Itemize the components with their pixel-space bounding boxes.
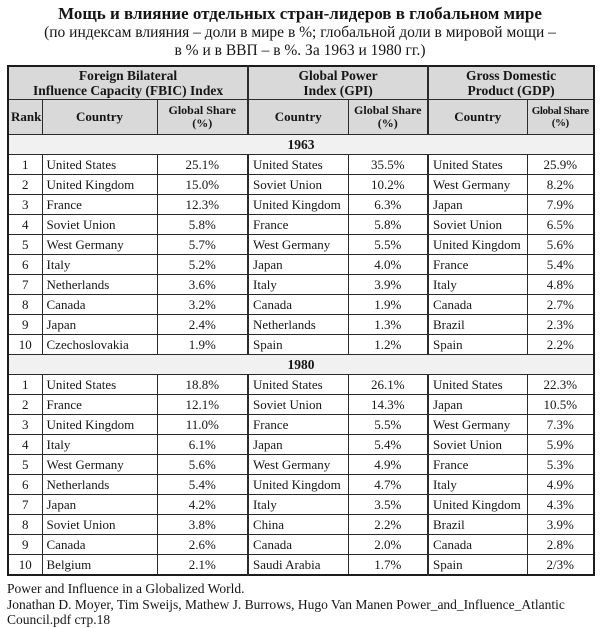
table-row xyxy=(8,375,594,395)
country-cell: Saudi Arabia xyxy=(248,555,348,576)
share-cell: 5.7% xyxy=(157,235,248,255)
country-cell: Soviet Union xyxy=(248,395,348,415)
share-cell: 1.3% xyxy=(348,315,428,335)
subtitle-line-2: в % и в ВВП – в %. За 1963 и 1980 гг.) xyxy=(174,41,426,59)
country-cell: France xyxy=(428,455,527,475)
country-cell: United Kingdom xyxy=(428,235,527,255)
country-cell: West Germany xyxy=(248,235,348,255)
group-header-fbic-line2: Influence Capacity (FBIC) Index xyxy=(32,83,224,99)
country-cell: Brazil xyxy=(428,515,527,535)
country-cell: Japan xyxy=(428,395,527,415)
column-header-country-fbic: Country xyxy=(42,100,157,135)
group-header-gpi xyxy=(248,66,428,100)
country-cell: France xyxy=(248,415,348,435)
rank-cell: 7 xyxy=(8,275,42,295)
group-header-gdp-line2: Product (GDP) xyxy=(467,83,555,99)
group-header-fbic xyxy=(8,66,248,100)
country-cell: Italy xyxy=(248,275,348,295)
rank-cell: 8 xyxy=(8,295,42,315)
country-cell: West Germany xyxy=(42,455,157,475)
share-cell: 35.5% xyxy=(348,155,428,175)
country-cell: United Kingdom xyxy=(42,415,157,435)
share-cell: 11.0% xyxy=(157,415,248,435)
share-cell: 3.2% xyxy=(157,295,248,315)
country-cell: United States xyxy=(428,375,527,395)
country-cell: France xyxy=(42,395,157,415)
country-cell: Soviet Union xyxy=(428,215,527,235)
country-cell: Canada xyxy=(42,295,157,315)
column-header-rank: Rank xyxy=(8,100,42,135)
country-cell: Italy xyxy=(42,255,157,275)
table-row xyxy=(8,555,594,576)
group-header-gpi-line1: Global Power xyxy=(298,67,378,83)
table-row xyxy=(8,235,594,255)
country-cell: Canada xyxy=(248,295,348,315)
share-cell: 3.8% xyxy=(157,515,248,535)
group-header-row xyxy=(8,66,594,100)
footer-line-1: Power and Influence in a Globalized World. xyxy=(7,581,245,597)
table-row xyxy=(8,215,594,235)
share-cell: 6.1% xyxy=(157,435,248,455)
country-cell: United Kingdom xyxy=(248,475,348,495)
share-cell: 2.4% xyxy=(157,315,248,335)
share-cell: 10.5% xyxy=(527,395,594,415)
country-cell: Belgium xyxy=(42,555,157,576)
table-row xyxy=(8,475,594,495)
rank-cell: 2 xyxy=(8,175,42,195)
country-cell: Czechoslovakia xyxy=(42,335,157,355)
country-cell: United States xyxy=(248,375,348,395)
rank-cell: 4 xyxy=(8,215,42,235)
share-cell: 5.5% xyxy=(348,415,428,435)
share-cell: 4.9% xyxy=(527,475,594,495)
country-cell: France xyxy=(42,195,157,215)
table-row xyxy=(8,175,594,195)
country-cell: Canada xyxy=(42,535,157,555)
share-cell: 14.3% xyxy=(348,395,428,415)
share-cell: 2.2% xyxy=(348,515,428,535)
share-cell: 4.0% xyxy=(348,255,428,275)
share-cell: 6.3% xyxy=(348,195,428,215)
share-cell: 4.3% xyxy=(527,495,594,515)
table-row xyxy=(8,315,594,335)
country-cell: United Kingdom xyxy=(248,195,348,215)
share-cell: 5.9% xyxy=(527,435,594,455)
share-cell: 5.4% xyxy=(157,475,248,495)
rank-cell: 3 xyxy=(8,195,42,215)
share-cell: 3.6% xyxy=(157,275,248,295)
share-cell: 5.5% xyxy=(348,235,428,255)
table-row xyxy=(8,295,594,315)
table-row xyxy=(8,195,594,215)
group-header-gdp xyxy=(428,66,594,100)
country-cell: West Germany xyxy=(248,455,348,475)
share-cell: 5.8% xyxy=(157,215,248,235)
share-cell: 12.3% xyxy=(157,195,248,215)
table-row xyxy=(8,415,594,435)
rank-cell: 6 xyxy=(8,475,42,495)
country-cell: United Kingdom xyxy=(428,495,527,515)
group-header-gdp-line1: Gross Domestic xyxy=(465,67,557,83)
share-cell: 1.7% xyxy=(348,555,428,576)
country-cell: Soviet Union xyxy=(248,175,348,195)
rank-cell: 10 xyxy=(8,335,42,355)
share-cell: 15.0% xyxy=(157,175,248,195)
country-cell: Japan xyxy=(42,315,157,335)
country-cell: France xyxy=(428,255,527,275)
country-cell: China xyxy=(248,515,348,535)
country-cell: Italy xyxy=(248,495,348,515)
rank-cell: 6 xyxy=(8,255,42,275)
footer-line-3: Council.pdf стр.18 xyxy=(7,612,111,628)
country-cell: United Kingdom xyxy=(42,175,157,195)
share-cell: 1.9% xyxy=(157,335,248,355)
rank-cell: 9 xyxy=(8,535,42,555)
country-cell: Japan xyxy=(428,195,527,215)
share-cell: 2/3% xyxy=(527,555,594,576)
column-header-country-gpi: Country xyxy=(248,100,348,135)
share-cell: 2.0% xyxy=(348,535,428,555)
share-cell: 6.5% xyxy=(527,215,594,235)
country-cell: Spain xyxy=(428,555,527,576)
share-cell: 5.4% xyxy=(348,435,428,455)
group-header-gpi-line2: Index (GPI) xyxy=(303,83,373,99)
share-cell: 2.3% xyxy=(527,315,594,335)
country-cell: Canada xyxy=(428,535,527,555)
share-cell: 2.2% xyxy=(527,335,594,355)
subtitle-line-1: (по индексам влияния – доли в мире в %; глобальной доли в мировой мощи – xyxy=(44,23,556,41)
country-cell: Soviet Union xyxy=(42,515,157,535)
share-cell: 7.3% xyxy=(527,415,594,435)
country-cell: West Germany xyxy=(42,235,157,255)
rank-cell: 5 xyxy=(8,455,42,475)
group-header-fbic-line1: Foreign Bilateral xyxy=(78,67,178,83)
country-cell: France xyxy=(248,215,348,235)
column-header-share-fbic: Global Share (%) xyxy=(157,100,248,135)
rankings-table xyxy=(7,65,595,576)
rank-cell: 1 xyxy=(8,155,42,175)
share-cell: 1.2% xyxy=(348,335,428,355)
table-row xyxy=(8,395,594,415)
rank-cell: 2 xyxy=(8,395,42,415)
table-row xyxy=(8,155,594,175)
share-cell: 26.1% xyxy=(348,375,428,395)
rank-cell: 3 xyxy=(8,415,42,435)
country-cell: West Germany xyxy=(428,175,527,195)
share-cell: 8.2% xyxy=(527,175,594,195)
year-section-row xyxy=(8,135,594,155)
country-cell: Japan xyxy=(42,495,157,515)
share-cell: 25.1% xyxy=(157,155,248,175)
country-cell: Japan xyxy=(248,435,348,455)
country-cell: Italy xyxy=(428,475,527,495)
share-cell: 3.9% xyxy=(348,275,428,295)
table-row xyxy=(8,275,594,295)
country-cell: Canada xyxy=(428,295,527,315)
country-cell: Soviet Union xyxy=(42,215,157,235)
page-title: Мощь и влияние отдельных стран-лидеров в глобальном мире xyxy=(58,4,542,23)
share-cell: 12.1% xyxy=(157,395,248,415)
share-cell: 5.6% xyxy=(527,235,594,255)
rank-cell: 9 xyxy=(8,315,42,335)
share-cell: 3.9% xyxy=(527,515,594,535)
share-cell: 2.7% xyxy=(527,295,594,315)
footer-line-2: Jonathan D. Moyer, Tim Sweijs, Mathew J. Burrows, Hugo Van Manen Power_and_Influence_Atlantic xyxy=(7,596,565,612)
country-cell: United States xyxy=(428,155,527,175)
country-cell: Italy xyxy=(428,275,527,295)
share-cell: 3.5% xyxy=(348,495,428,515)
share-cell: 18.8% xyxy=(157,375,248,395)
country-cell: Canada xyxy=(248,535,348,555)
table-header xyxy=(8,66,594,135)
share-cell: 2.8% xyxy=(527,535,594,555)
share-cell: 4.2% xyxy=(157,495,248,515)
country-cell: West Germany xyxy=(428,415,527,435)
country-cell: Japan xyxy=(248,255,348,275)
column-header-share-gdp: Global Share (%) xyxy=(527,100,594,135)
table-row xyxy=(8,515,594,535)
table-row xyxy=(8,255,594,275)
share-cell: 2.1% xyxy=(157,555,248,576)
share-cell: 7.9% xyxy=(527,195,594,215)
year-label: 1980 xyxy=(8,355,594,375)
country-cell: Soviet Union xyxy=(428,435,527,455)
country-cell: United States xyxy=(248,155,348,175)
share-cell: 2.6% xyxy=(157,535,248,555)
share-cell: 10.2% xyxy=(348,175,428,195)
table-row xyxy=(8,335,594,355)
year-section-row xyxy=(8,355,594,375)
rank-cell: 8 xyxy=(8,515,42,535)
table-row xyxy=(8,455,594,475)
country-cell: Netherlands xyxy=(42,475,157,495)
share-cell: 5.4% xyxy=(527,255,594,275)
share-cell: 5.8% xyxy=(348,215,428,235)
share-cell: 4.7% xyxy=(348,475,428,495)
country-cell: United States xyxy=(42,155,157,175)
column-header-country-gdp: Country xyxy=(428,100,527,135)
page-subtitle xyxy=(7,24,593,61)
share-cell: 4.9% xyxy=(348,455,428,475)
table-row xyxy=(8,495,594,515)
table-row xyxy=(8,435,594,455)
table-row xyxy=(8,535,594,555)
country-cell: Netherlands xyxy=(248,315,348,335)
country-cell: United States xyxy=(42,375,157,395)
table-body xyxy=(8,135,594,576)
rank-cell: 10 xyxy=(8,555,42,576)
column-header-share-gpi: Global Share (%) xyxy=(348,100,428,135)
rank-cell: 5 xyxy=(8,235,42,255)
share-cell: 5.3% xyxy=(527,455,594,475)
share-cell: 5.2% xyxy=(157,255,248,275)
source-footer xyxy=(7,581,593,628)
share-cell: 4.8% xyxy=(527,275,594,295)
share-cell: 22.3% xyxy=(527,375,594,395)
rank-cell: 7 xyxy=(8,495,42,515)
share-cell: 25.9% xyxy=(527,155,594,175)
column-header-row xyxy=(8,100,594,135)
country-cell: Brazil xyxy=(428,315,527,335)
country-cell: Netherlands xyxy=(42,275,157,295)
country-cell: Italy xyxy=(42,435,157,455)
share-cell: 5.6% xyxy=(157,455,248,475)
country-cell: Spain xyxy=(428,335,527,355)
year-label: 1963 xyxy=(8,135,594,155)
share-cell: 1.9% xyxy=(348,295,428,315)
rank-cell: 1 xyxy=(8,375,42,395)
rank-cell: 4 xyxy=(8,435,42,455)
country-cell: Spain xyxy=(248,335,348,355)
